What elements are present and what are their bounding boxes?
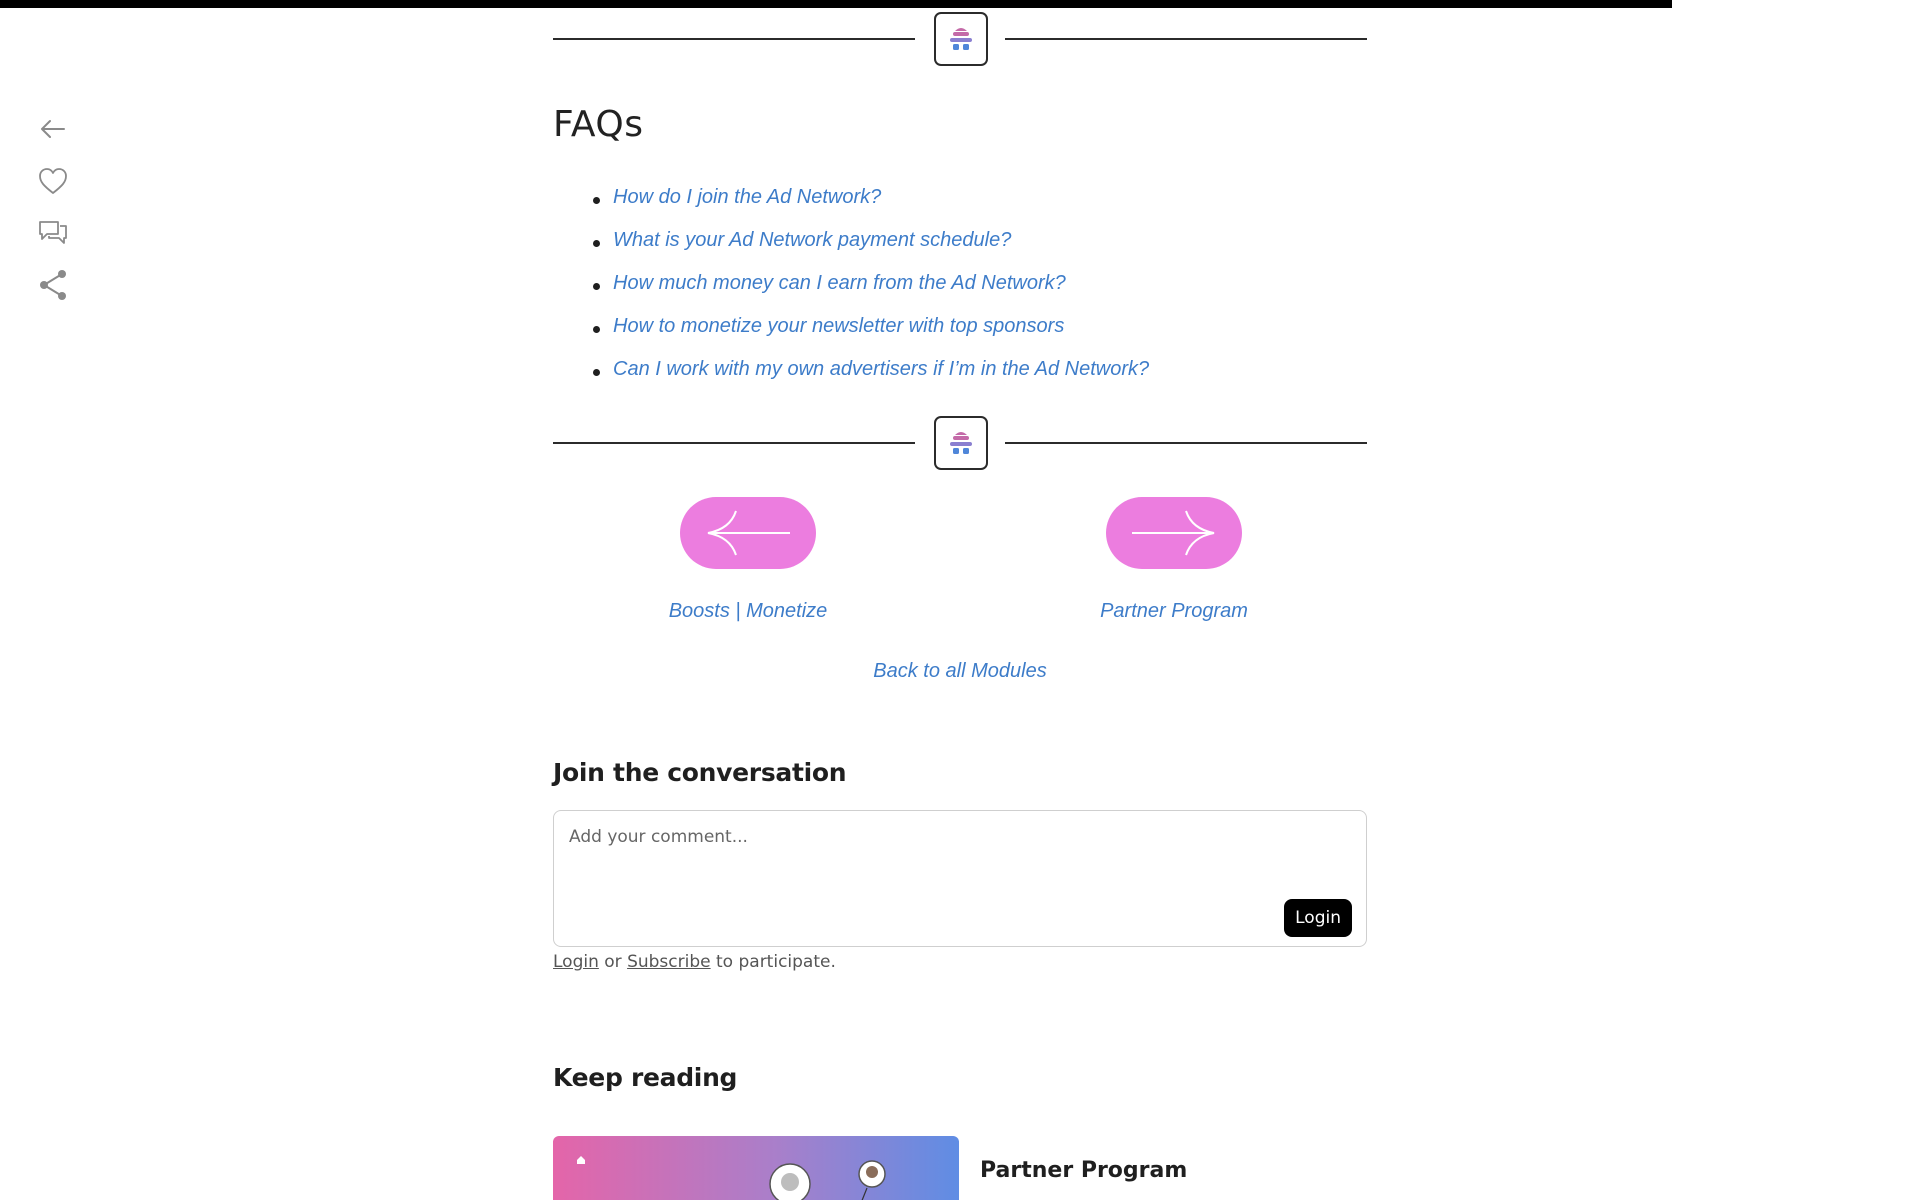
back-button[interactable] bbox=[36, 112, 70, 146]
like-button[interactable] bbox=[36, 164, 70, 198]
keep-reading-heading: Keep reading bbox=[553, 1063, 738, 1092]
faq-link[interactable]: How to monetize your newsletter with top sponsors bbox=[613, 315, 1065, 337]
side-action-rail bbox=[36, 112, 70, 320]
comment-box bbox=[553, 810, 1367, 947]
heart-icon bbox=[36, 164, 70, 198]
login-link[interactable]: Login bbox=[553, 952, 599, 972]
faq-heading: FAQs bbox=[553, 104, 644, 145]
comments-button[interactable] bbox=[36, 216, 70, 250]
faq-item bbox=[593, 272, 1149, 315]
subscribe-link[interactable]: Subscribe bbox=[627, 952, 711, 972]
section-divider-bottom bbox=[553, 416, 1367, 472]
previous-module-button[interactable] bbox=[680, 497, 816, 569]
share-icon bbox=[36, 268, 70, 302]
logo-badge bbox=[934, 12, 988, 66]
section-divider-top bbox=[553, 12, 1367, 68]
faq-link[interactable]: What is your Ad Network payment schedule? bbox=[613, 229, 1012, 251]
chat-bubbles-icon bbox=[36, 216, 70, 250]
logo-badge bbox=[934, 416, 988, 470]
card-illustration bbox=[553, 1136, 959, 1200]
back-to-modules-link[interactable]: Back to all Modules bbox=[873, 660, 1047, 682]
or-text: or bbox=[604, 952, 622, 972]
next-module-link[interactable]: Partner Program bbox=[1100, 600, 1248, 622]
share-button[interactable] bbox=[36, 268, 70, 302]
login-button[interactable]: Login bbox=[1284, 899, 1352, 937]
article-card-thumbnail[interactable] bbox=[553, 1136, 959, 1200]
faq-list bbox=[593, 186, 1149, 401]
divider-line bbox=[553, 442, 915, 444]
divider-line bbox=[1005, 442, 1367, 444]
faq-item bbox=[593, 315, 1149, 358]
hive-logo-icon bbox=[944, 22, 978, 56]
arrow-left-icon bbox=[36, 112, 70, 146]
comment-input[interactable] bbox=[569, 827, 1269, 907]
article-card-title[interactable]: Partner Program bbox=[980, 1158, 1188, 1183]
hive-logo-icon bbox=[944, 426, 978, 460]
faq-link[interactable]: How much money can I earn from the Ad Network? bbox=[613, 272, 1066, 294]
conversation-heading: Join the conversation bbox=[553, 758, 847, 787]
faq-item bbox=[593, 186, 1149, 229]
faq-link[interactable]: Can I work with my own advertisers if I’m in the Ad Network? bbox=[613, 358, 1150, 380]
divider-line bbox=[1005, 38, 1367, 40]
next-module-button[interactable] bbox=[1106, 497, 1242, 569]
faq-item bbox=[593, 229, 1149, 272]
participate-note bbox=[553, 952, 836, 972]
divider-line bbox=[553, 38, 915, 40]
previous-module-link[interactable]: Boosts | Monetize bbox=[668, 600, 828, 622]
faq-item bbox=[593, 358, 1149, 401]
arrow-right-icon bbox=[1126, 503, 1222, 563]
arrow-left-icon bbox=[700, 503, 796, 563]
top-progress-bar bbox=[0, 0, 1672, 8]
faq-link[interactable]: How do I join the Ad Network? bbox=[613, 186, 882, 208]
participate-suffix: to participate. bbox=[716, 952, 836, 972]
